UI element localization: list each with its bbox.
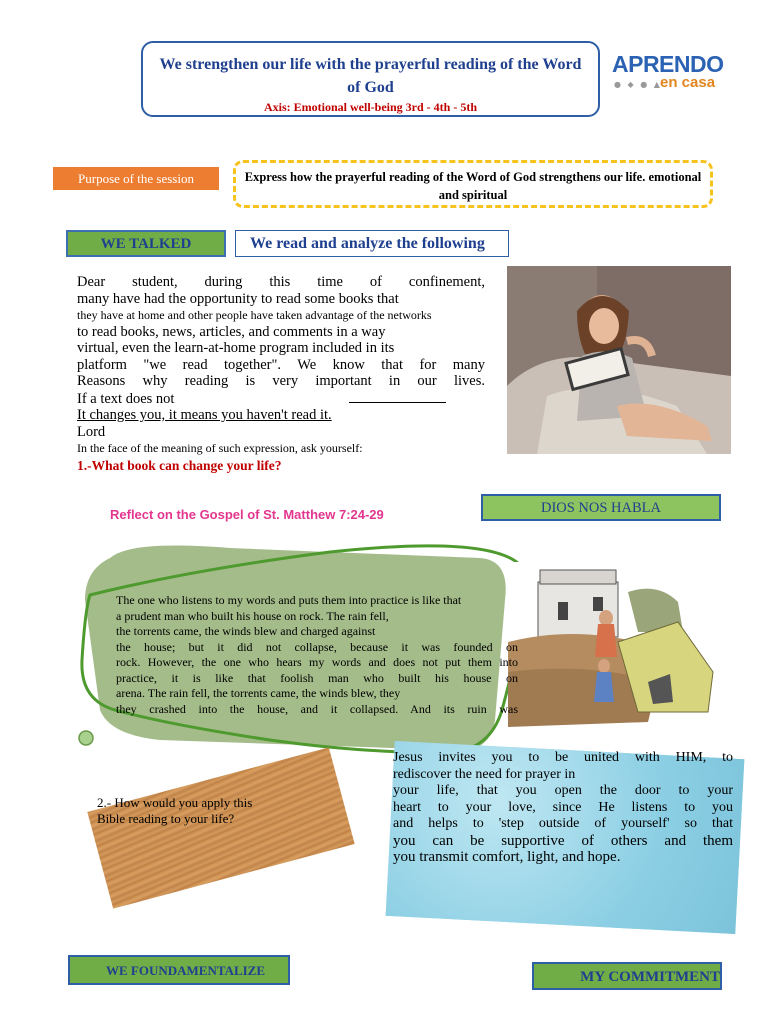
intro-line-text: If a text does not bbox=[77, 390, 175, 407]
intro-line: Dear student, during this time of confinement, bbox=[77, 274, 485, 290]
question-2 bbox=[97, 795, 317, 827]
header-box bbox=[141, 41, 600, 117]
dios-nos-habla-label: DIOS NOS HABLA bbox=[481, 494, 721, 521]
logo-text-bottom: en casa bbox=[660, 74, 716, 91]
intro-line: many have had the opportunity to read some books that bbox=[77, 290, 399, 307]
jesus-line: your life, that you open the door to your bbox=[393, 783, 733, 798]
jesus-line: and helps to 'step outside of yourself' so that bbox=[393, 816, 733, 831]
intro-text bbox=[77, 274, 485, 457]
girl-reading-illustration bbox=[507, 266, 731, 454]
jesus-line: you can be supportive of others and them bbox=[393, 832, 733, 849]
we-foundamentalize-label: WE FOUNDAMENTALIZE bbox=[68, 955, 290, 985]
jesus-line: Jesus invites you to be united with HIM, to bbox=[393, 750, 733, 765]
jesus-line: heart to your love, since He listens to you bbox=[393, 799, 733, 815]
intro-line: platform "we read together". We know that for many bbox=[77, 356, 485, 373]
purpose-text: Express how the prayerful reading of the Word of God strengthens our life. emotional and spiritual bbox=[233, 160, 713, 208]
intro-line: Lord bbox=[77, 423, 106, 440]
blank-line bbox=[349, 390, 446, 403]
intro-line: to read books, news, articles, and comments in a way bbox=[77, 323, 386, 340]
intro-line: Reasons why reading is very important in our lives. bbox=[77, 373, 485, 389]
read-analyze-heading: We read and analyze the following bbox=[235, 230, 509, 257]
intro-line: In the face of the meaning of such expression, ask yourself: bbox=[77, 441, 363, 455]
gospel-line: arena. The rain fell, the torrents came, the winds blew, they bbox=[116, 686, 401, 700]
intro-line bbox=[77, 390, 485, 408]
aprendo-en-casa-logo bbox=[612, 52, 727, 98]
jesus-invites-text bbox=[393, 750, 733, 866]
intro-line: It changes you, it means you haven't read it. bbox=[77, 407, 332, 423]
axis-subtitle: Axis: Emotional well-being 3rd - 4th - 5th bbox=[264, 100, 477, 114]
intro-line: they have at home and other people have taken advantage of the networks bbox=[77, 308, 432, 322]
we-talked-label: WE TALKED bbox=[66, 230, 226, 257]
question-1: 1.-What book can change your life? bbox=[77, 458, 282, 473]
intro-line: virtual, even the learn-at-home program included in its bbox=[77, 340, 395, 356]
gospel-line: a prudent man who built his house on rock. The rain fell, bbox=[116, 608, 389, 623]
gospel-line: practice, it is like that foolish man who built his house on bbox=[116, 670, 518, 685]
reflect-heading: Reflect on the Gospel of St. Matthew 7:24-29 bbox=[110, 507, 384, 522]
gospel-line: they crashed into the house, and it collapsed. And its ruin was bbox=[116, 701, 518, 716]
question-2-line: 2.- How would you apply this bbox=[97, 795, 253, 810]
jesus-line: you transmit comfort, light, and hope. bbox=[393, 849, 621, 865]
gospel-line: the torrents came, the winds blew and charged against bbox=[116, 624, 376, 638]
houses-on-rock-illustration bbox=[508, 562, 730, 727]
girl-reading-photo bbox=[507, 266, 731, 454]
purpose-label: Purpose of the session bbox=[53, 167, 219, 190]
gospel-line: rock. However, the one who hears my words and does not put them into bbox=[116, 655, 518, 669]
jesus-line: rediscover the need for prayer in bbox=[393, 766, 576, 782]
logo-text-top: APRENDO bbox=[612, 51, 724, 77]
question-2-line: Bible reading to your life? bbox=[97, 811, 235, 826]
page-title: We strengthen our life with the prayerful reading of the Word of God bbox=[159, 56, 582, 96]
logo-dots-icon: ● ◆ ● ▲ bbox=[614, 80, 662, 89]
wood-board-image bbox=[87, 747, 354, 908]
my-commitment-label: MY COMMITMENT bbox=[532, 962, 722, 990]
gospel-text bbox=[116, 593, 518, 717]
gospel-line: the house; but it did not collapse, because it was founded on bbox=[116, 639, 518, 654]
gospel-line: The one who listens to my words and puts them into practice is like that bbox=[116, 593, 462, 607]
